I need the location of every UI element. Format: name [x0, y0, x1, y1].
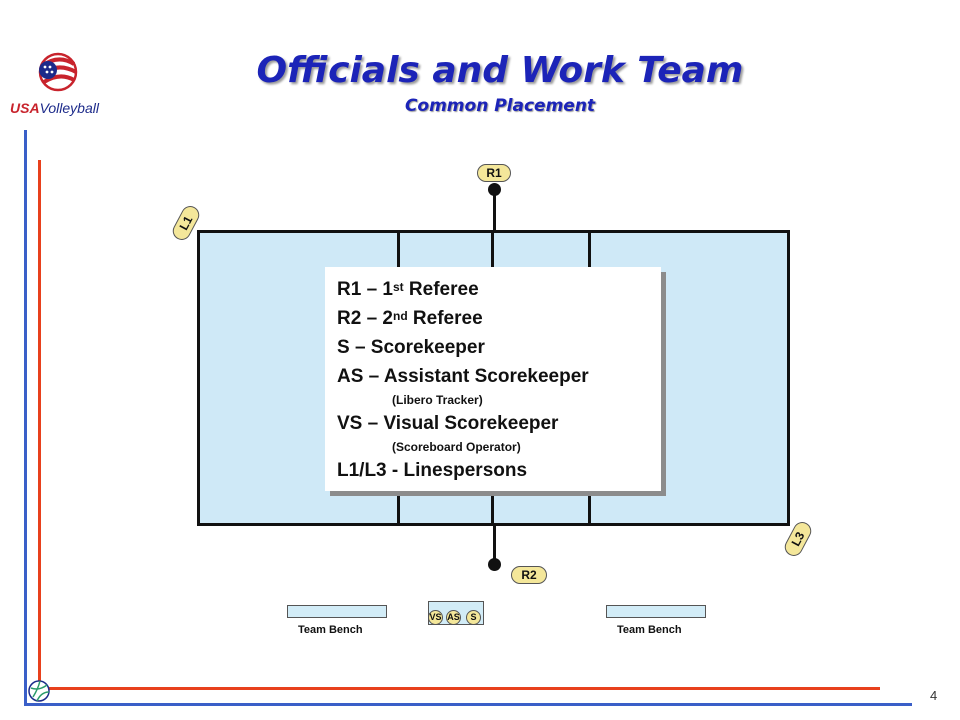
- legend-r2-suffix: Referee: [407, 308, 483, 329]
- legend-as-note: (Libero Tracker): [392, 393, 483, 407]
- officials-legend: [325, 267, 661, 491]
- brand-usa: USA: [10, 100, 40, 116]
- legend-lines: L1/L3 - Linespersons: [337, 460, 528, 481]
- net-post-top: [493, 190, 496, 232]
- legend-r1-sup: st: [392, 280, 404, 294]
- bottom-blue-rule: [24, 703, 912, 706]
- brand-wordmark: [10, 100, 99, 116]
- legend-r1-prefix: R1 – 1: [337, 279, 393, 300]
- team-bench-left-label: Team Bench: [298, 624, 363, 636]
- legend-vs: VS – Visual Scorekeeper: [337, 413, 559, 434]
- page-title: Officials and Work Team: [256, 50, 744, 91]
- team-bench-left: [287, 605, 387, 618]
- r1-position-dot: [488, 183, 501, 196]
- page-number: 4: [930, 688, 938, 703]
- r2-position-dot: [488, 558, 501, 571]
- l1-marker: L1: [170, 203, 203, 243]
- legend-r1: [337, 275, 661, 304]
- volleyball-icon: [28, 680, 50, 702]
- left-blue-rule: [24, 130, 27, 706]
- brand-volleyball: Volleyball: [39, 100, 99, 116]
- bottom-red-rule: [38, 687, 880, 690]
- s-marker: S: [466, 610, 481, 625]
- legend-r2: [337, 304, 661, 333]
- legend-r2-sup: nd: [392, 309, 408, 323]
- r1-marker: R1: [477, 164, 511, 182]
- legend-vs-note: (Scoreboard Operator): [392, 440, 521, 454]
- team-bench-right: [606, 605, 706, 618]
- legend-as: AS – Assistant Scorekeeper: [337, 366, 589, 387]
- r2-marker: R2: [511, 566, 547, 584]
- page-subtitle: Common Placement: [404, 96, 596, 116]
- left-red-rule: [38, 160, 41, 690]
- team-bench-right-label: Team Bench: [617, 624, 682, 636]
- l3-marker: L3: [782, 519, 815, 559]
- legend-s: S – Scorekeeper: [337, 337, 485, 358]
- legend-r1-suffix: Referee: [403, 279, 479, 300]
- vs-marker: VS: [428, 610, 443, 625]
- as-marker: AS: [446, 610, 461, 625]
- legend-r2-prefix: R2 – 2: [337, 308, 393, 329]
